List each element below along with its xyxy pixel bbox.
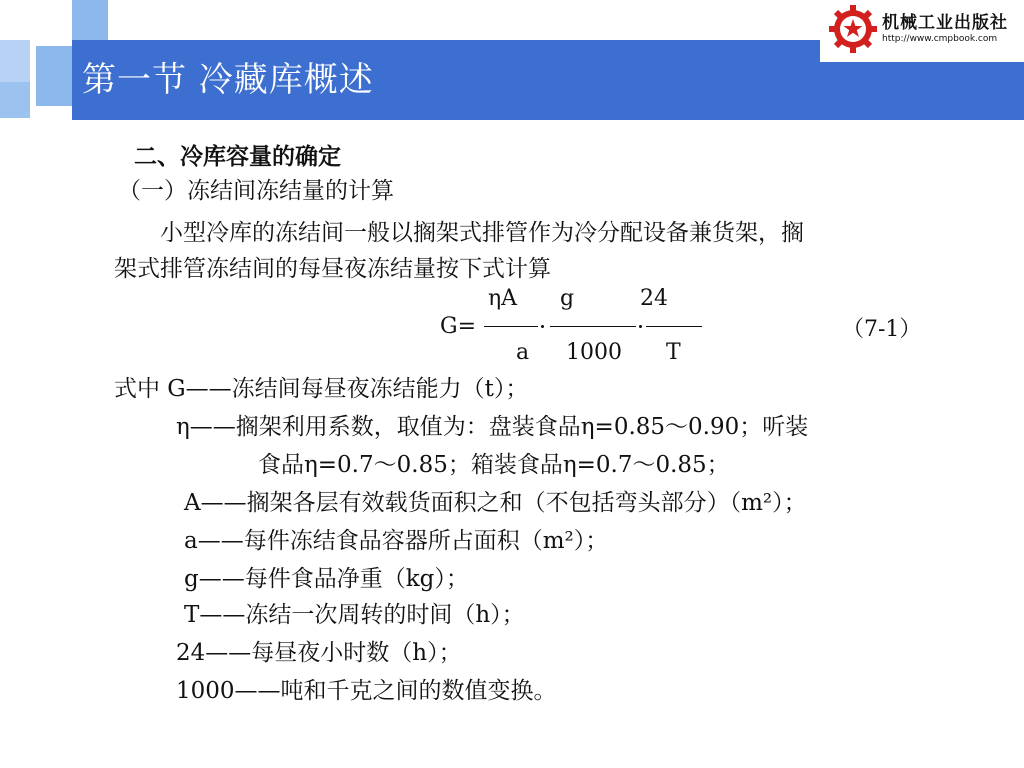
- fraction-bar: [550, 326, 636, 327]
- decorative-square: [0, 82, 30, 118]
- multiply-dot: [639, 325, 642, 328]
- formula-lhs: G=: [440, 314, 477, 339]
- definition-line: g——每件食品净重（kg）；: [184, 566, 469, 592]
- decorative-square: [36, 46, 72, 106]
- equation-number: （7-1）: [842, 317, 922, 342]
- formula-denominator: T: [666, 340, 681, 365]
- definition-line: 24——每昼夜小时数（h）；: [176, 640, 462, 666]
- decorative-square: [72, 0, 108, 40]
- formula-denominator: 1000: [566, 340, 622, 365]
- page-title: 第一节 冷藏库概述: [82, 60, 374, 100]
- paragraph-line: 小型冷库的冻结间一般以搁架式排管作为冷分配设备兼货架，搁: [160, 220, 804, 246]
- subsection-heading: （一）冻结间冻结量的计算: [118, 178, 394, 204]
- decorative-square: [0, 40, 30, 82]
- formula-denominator: a: [516, 340, 530, 365]
- section-heading: 二、冷库容量的确定: [134, 143, 341, 170]
- fraction-bar: [646, 326, 702, 327]
- definition-line: 1000——吨和千克之间的数值变换。: [176, 678, 557, 704]
- multiply-dot: [541, 325, 544, 328]
- definition-line: A——搁架各层有效载货面积之和（不包括弯头部分）（m²）；: [184, 490, 807, 516]
- paragraph-line: 架式排管冻结间的每昼夜冻结量按下式计算: [114, 256, 551, 282]
- fraction-bar: [484, 326, 538, 327]
- formula-numerator: g: [560, 286, 575, 311]
- publisher-name: 机械工业出版社: [882, 13, 1008, 33]
- formula-numerator: ηA: [488, 286, 518, 311]
- definition-line: η——搁架利用系数，取值为：盘装食品η=0.85～0.90；听装: [176, 414, 809, 440]
- definition-line: a——每件冻结食品容器所占面积（m²）；: [184, 528, 609, 554]
- publisher-url: http://www.cmpbook.com: [882, 34, 998, 44]
- formula-numerator: 24: [640, 286, 668, 311]
- definition-line: T——冻结一次周转的时间（h）；: [184, 602, 525, 628]
- definition-line: 式中 G——冻结间每昼夜冻结能力（t）；: [114, 376, 529, 402]
- gear-logo-icon: [828, 4, 878, 54]
- definition-line: 食品η=0.7～0.85；箱装食品η=0.7～0.85；: [258, 452, 730, 478]
